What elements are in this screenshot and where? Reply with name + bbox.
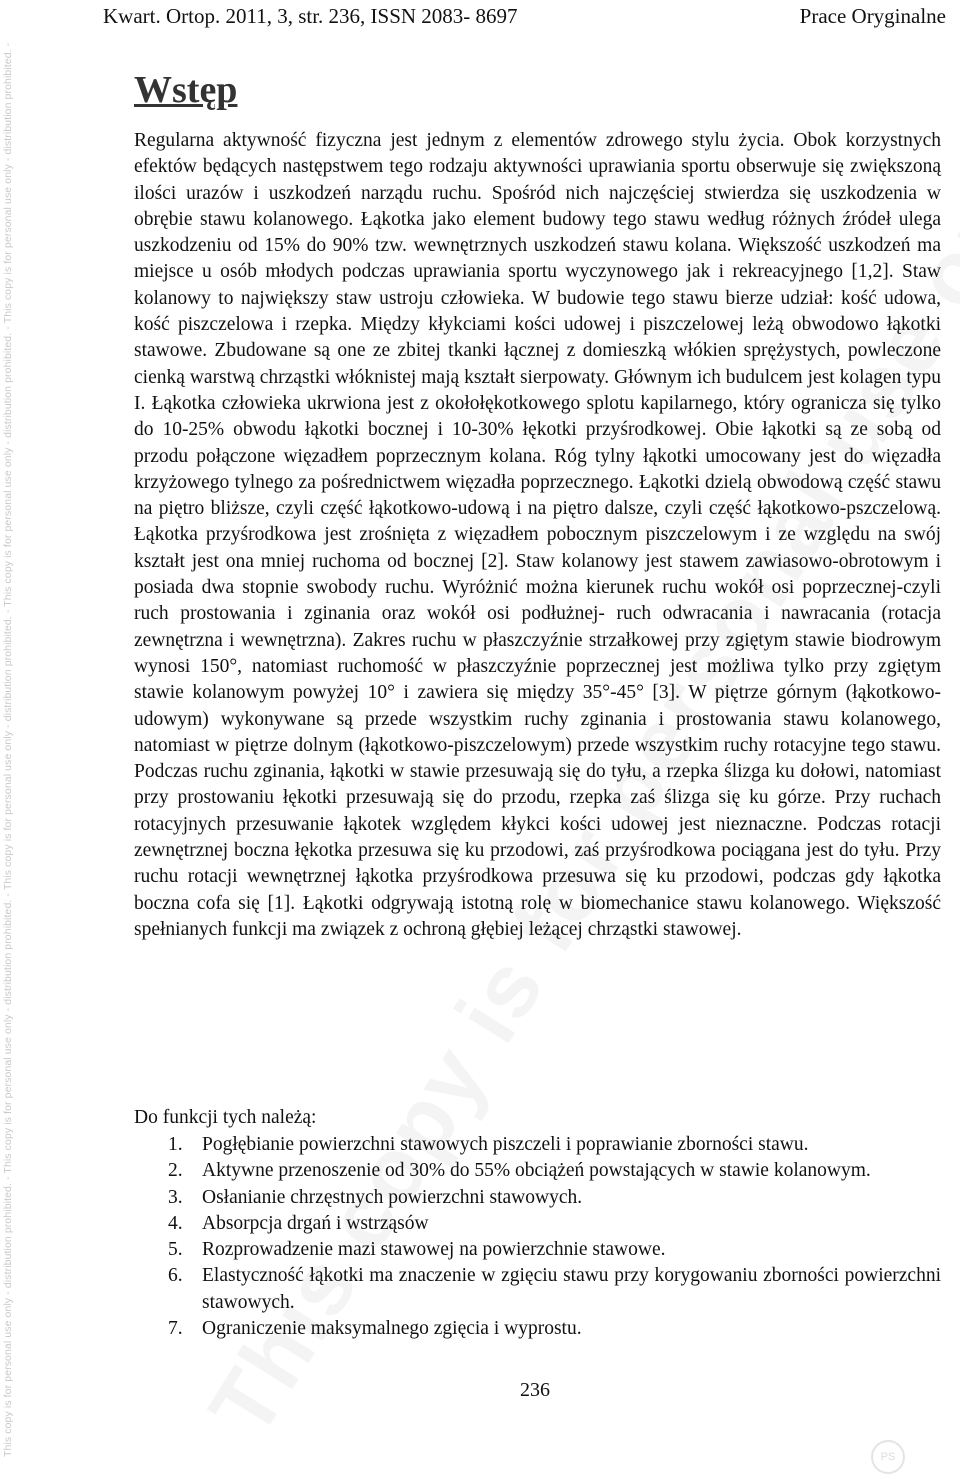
article-type-header: Prace Oryginalne — [799, 4, 946, 28]
list-item — [134, 1211, 941, 1237]
list-item-text: Ograniczenie maksymalnego zgięcia i wyprostu. — [202, 1318, 582, 1340]
functions-list — [134, 1132, 941, 1342]
list-item-text: Elastyczność łąkotki ma znaczenie w zgięciu stawu przy korygowaniu zborności powierzchni stawowych. — [202, 1265, 941, 1313]
list-item-number: 2. — [168, 1160, 183, 1182]
list-item — [134, 1185, 941, 1211]
list-item-text: Rozprowadzenie mazi stawowej na powierzchnie stawowe. — [202, 1239, 666, 1261]
list-item-text: Pogłębianie powierzchni stawowych piszczeli i poprawianie zborności stawu. — [202, 1134, 809, 1155]
seal-icon: PS — [871, 1440, 905, 1474]
list-item — [134, 1316, 941, 1342]
list-item — [134, 1132, 941, 1158]
list-item-text: Absorpcja drgań i wstrząsów — [202, 1212, 429, 1234]
list-item-number: 4. — [168, 1212, 183, 1234]
functions-lead: Do funkcji tych należą: — [134, 1107, 317, 1128]
side-watermark-text: This copy is for personal use only - distribution prohibited. - This copy is for personal use only - distribution prohibited. - This copy is for personal use only - distribution prohibited. - This copy is for personal use only - distribution prohibited. - This copy is for personal use only - distribution prohibited. - — [2, 42, 14, 1457]
section-title: Wstęp — [134, 69, 238, 111]
list-item-number: 3. — [168, 1186, 183, 1208]
list-item — [134, 1237, 941, 1263]
list-item — [134, 1263, 941, 1316]
list-item-number: 7. — [168, 1318, 183, 1340]
list-item-number: 1. — [168, 1134, 183, 1155]
list-item-number: 6. — [168, 1265, 183, 1287]
page-number: 236 — [520, 1379, 550, 1401]
list-item — [134, 1158, 941, 1184]
list-item-number: 5. — [168, 1239, 183, 1261]
list-item-text: Aktywne przenoszenie od 30% do 55% obciążeń powstających w stawie kolanowym. — [202, 1160, 871, 1182]
journal-citation-header: Kwart. Ortop. 2011, 3, str. 236, ISSN 2083- 8697 — [103, 4, 518, 28]
list-item-text: Osłanianie chrzęstnych powierzchni stawowych. — [202, 1186, 583, 1208]
introduction-paragraph: Regularna aktywność fizyczna jest jednym z elementów zdrowego stylu życia. Obok korzystnych efektów będących następstwem tego rodzaju aktywności uprawiania sportu obserwuje się zwiększoną ilości urazów i uszkodzeń narządu ruchu. Spośród nich najczęściej stwierdza się uszkodzenia w obrębie stawu kolanowego. Łąkotka jako element budowy tego stawu według różnych źródeł ulega uszkodzeniu od 15% do 90% tzw. wewnętrznych uszkodzeń stawu kolana. Większość uszkodzeń ma miejsce u osób młodych podczas uprawiania sportu wyczynowego jak i rekreacyjnego [1,2]. Staw kolanowy to największy staw ustroju człowieka. W budowie tego stawu bierze udział: kość udowa, kość piszczelowa i rzepka. Między kłykciami kości udowej i piszczelowej leżą obwodowo łąkotki stawowe. Zbudowane są one ze zbitej tkanki łącznej z domieszką włókien sprężystych, powleczone cienką warstwą chrząstki włóknistej mają kształt sierpowaty. Głównym ich budulcem jest kolagen typu I. Łąkotka człowieka ukrwiona jest z okołołękotkowego splotu kapilarnego, który ogranicza się tylko do 10-25% obwodu łąkotki bocznej i 10-30% łękotki przyśrodkowej. Obie łąkotki są ze sobą od przodu połączone więzadłem poprzecznym kolana. Róg tylny łąkotki umocowany jest do więzadła krzyżowego tylnego za pośrednictwem więzadła poprzecznego. Łąkotki dzielą obwodową część stawu na piętro bliższe, czyli część łąkotkowo-udową i na piętro dalsze, czyli część łąkotkowo-pszczelową. Łąkotka przyśrodkowa jest zrośnięta z więzadłem pobocznym piszczelowym i ze względu na swój kształt jest ona mniej ruchoma od bocznej [2]. Staw kolanowy jest stawem zawiasowo-obrotowym i posiada dwa stopnie swobody ruchu. Wyróżnić można kierunek ruchu wokół osi poprzecznej-czyli ruch prostowania i zginania oraz wokół osi podłużnej- ruch odwracania i nawracania (rotacja zewnętrzna i wewnętrzna). Zakres ruchu w płaszczyźnie strzałkowej przy zgiętym stawie biodrowym wynosi 150°, natomiast ruchomość w płaszczyźnie poprzecznej jest możliwa tylko przy zgiętym stawie kolanowym powyżej 10° i zawiera się między 35°-45° [3]. W piętrze górnym (łąkotkowo-udowym) wykonywane są przede wszystkim ruchy zginania i prostowania stawu kolanowego, natomiast w piętrze dolnym (łąkotkowo-piszczelowym) przede wszystkim ruchy rotacyjne tego stawu. Podczas ruchu zginania, łąkotki w stawie przesuwają się do tyłu, a rzepka ślizga ku dołowi, natomiast przy prostowaniu łękotki przesuwają się do przodu, rzepka zaś ślizga się ku górze. Przy ruchach rotacyjnych przesuwanie łąkotek względem kłykci kości udowej jest nieznaczne. Podczas rotacji zewnętrznej boczna łękotka przesuwa się ku przodowi, zaś przyśrodkowa pociągana jest do tyłu. Przy ruchu rotacji wewnętrznej łąkotka przyśrodkowa przesuwa się ku przodowi, podczas gdy łąkotka boczna cofa się [1]. Łąkotki odgrywają istotną rolę w biomechanice stawu kolanowego. Większość spełnianych funkcji ma związek z ochroną głębiej leżącej chrząstki stawowej. — [134, 130, 941, 940]
side-watermark — [0, 0, 20, 1479]
